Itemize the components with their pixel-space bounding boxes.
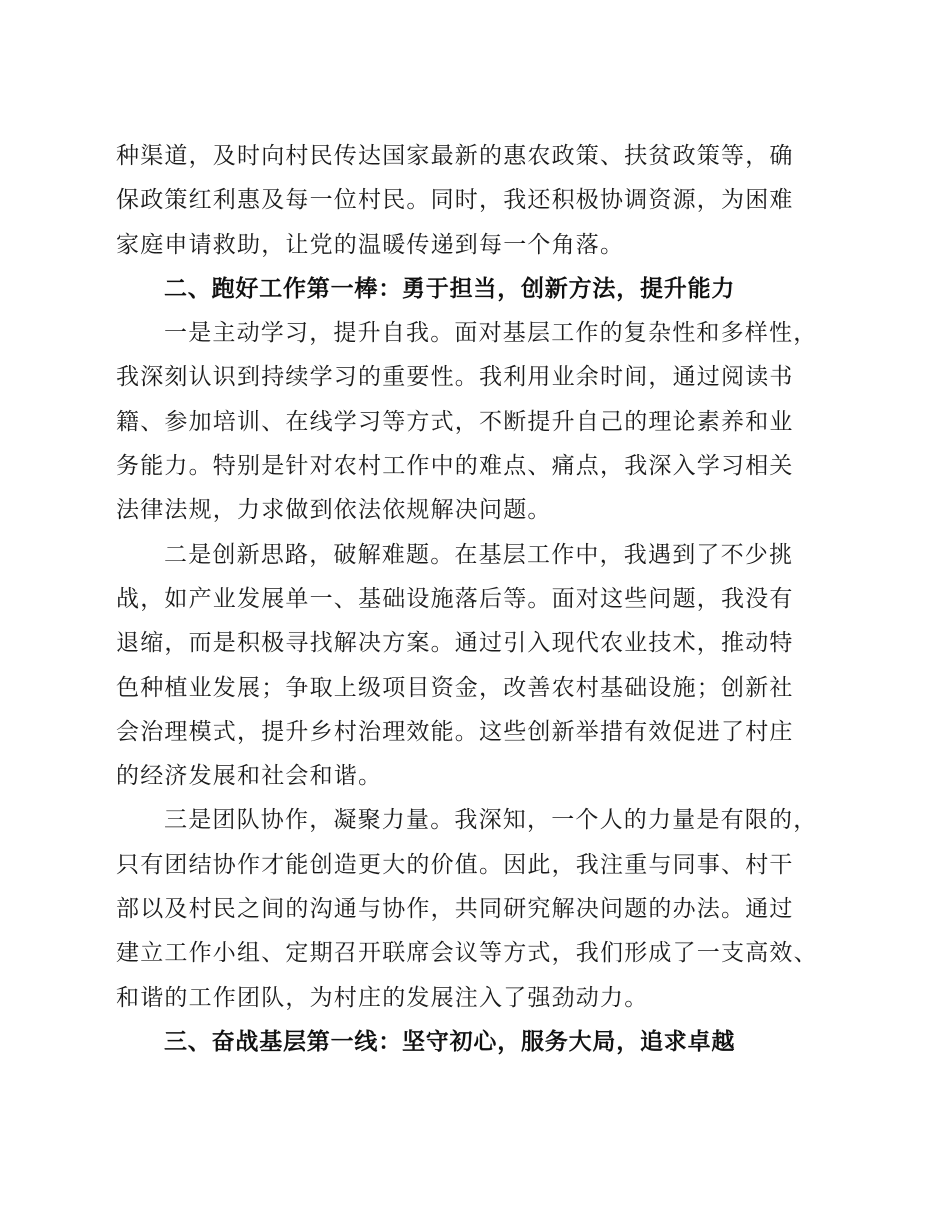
paragraph-teamwork xyxy=(116,798,836,1019)
text-line: 部以及村民之间的沟通与协作，共同研究解决问题的办法。通过 xyxy=(116,896,794,923)
text-line: 和谐的工作团队，为村庄的发展注入了强劲动力。 xyxy=(116,984,649,1011)
text-line: 一是主动学习，提升自我。面对基层工作的复杂性和多样性， xyxy=(164,320,818,347)
text-line: 种渠道，及时向村民传达国家最新的惠农政策、扶贫政策等，确 xyxy=(116,143,794,169)
heading-text: 三、奋战基层第一线：坚守初心，服务大局，追求卓越 xyxy=(164,1028,736,1055)
section-heading-3 xyxy=(116,1020,836,1064)
text-line: 退缩，而是积极寻找解决方案。通过引入现代农业技术，推动特 xyxy=(116,630,794,657)
text-line: 保政策红利惠及每一位村民。同时，我还积极协调资源，为困难 xyxy=(116,187,794,214)
heading-text: 二、跑好工作第一棒：勇于担当，创新方法，提升能力 xyxy=(164,275,736,302)
paragraph-continuation xyxy=(116,134,836,267)
text-line: 的经济发展和社会和谐。 xyxy=(116,763,383,790)
text-line: 我深刻认识到持续学习的重要性。我利用业余时间，通过阅读书 xyxy=(116,364,794,391)
text-line: 三是团队协作，凝聚力量。我深知，一个人的力量是有限的， xyxy=(164,807,818,834)
section-heading-2 xyxy=(116,267,836,311)
text-line: 只有团结协作才能创造更大的价值。因此，我注重与同事、村干 xyxy=(116,851,794,878)
paragraph-innovation xyxy=(116,533,836,799)
paragraph-learning xyxy=(116,311,836,532)
text-line: 二是创新思路，破解难题。在基层工作中，我遇到了不少挑 xyxy=(164,541,794,568)
text-line: 战，如产业发展单一、基础设施落后等。面对这些问题，我没有 xyxy=(116,585,794,612)
document-body xyxy=(116,134,836,1064)
text-line: 家庭申请救助，让党的温暖传递到每一个角落。 xyxy=(116,231,625,258)
text-line: 法律法规，力求做到依法依规解决问题。 xyxy=(116,497,552,524)
text-line: 务能力。特别是针对农村工作中的难点、痛点，我深入学习相关 xyxy=(116,453,794,480)
text-line: 色种植业发展；争取上级项目资金，改善农村基础设施；创新社 xyxy=(116,674,794,701)
text-line: 建立工作小组、定期召开联席会议等方式，我们形成了一支高效、 xyxy=(116,940,818,967)
text-line: 籍、参加培训、在线学习等方式，不断提升自己的理论素养和业 xyxy=(116,408,794,435)
text-line: 会治理模式，提升乡村治理效能。这些创新举措有效促进了村庄 xyxy=(116,718,794,745)
